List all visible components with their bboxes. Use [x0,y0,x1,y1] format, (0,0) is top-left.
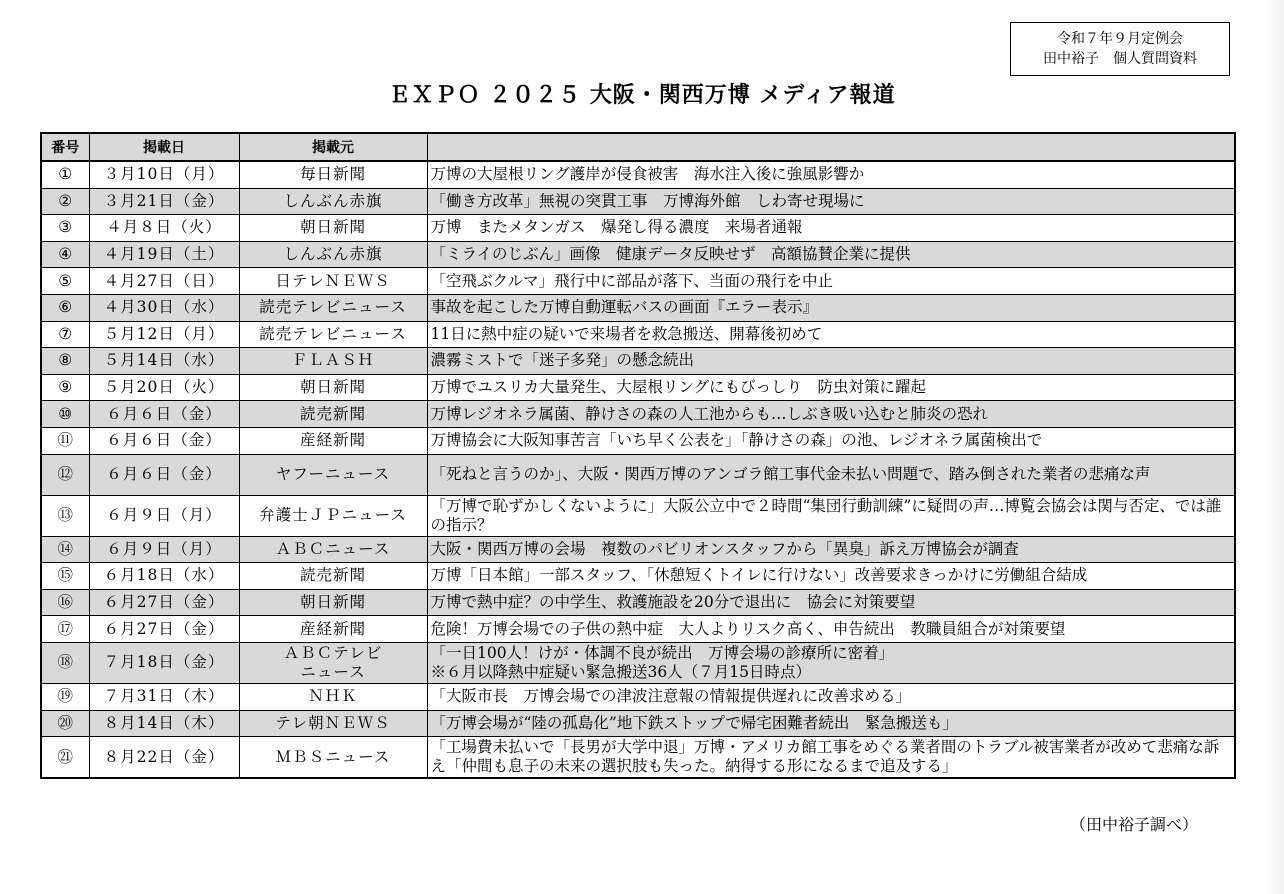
table-row [41,188,1235,215]
table-row [41,241,1235,268]
table-row [41,294,1235,321]
cell-number: ⑧ [41,348,89,375]
cell-source: 朝日新聞 [239,215,427,242]
cell-date: ５月12日（月） [89,321,239,348]
cell-headline: 大阪・関西万博の会場 複数のパビリオンスタッフから「異臭」訴え万博協会が調査 [427,536,1235,563]
cell-source: ＡＢＣニュース [239,536,427,563]
cell-number: ① [41,161,89,188]
cell-source-line: ニュース [300,662,366,681]
table-row [41,589,1235,616]
cell-source: 読売テレビニュース [239,321,427,348]
cell-headline: 万博協会に大阪知事苦言「いち早く公表を」「静けさの森」の池、レジオネラ属菌検出で [427,427,1235,454]
table-row [41,321,1235,348]
cell-number: ⑲ [41,683,89,710]
cell-number: ④ [41,241,89,268]
cell-date: ８月14日（木） [89,710,239,737]
cell-source: 産経新聞 [239,616,427,643]
cell-source: ＦＬＡＳＨ [239,348,427,375]
table-row [41,427,1235,454]
cell-headline: 万博レジオネラ属菌、静けさの森の人工池からも…しぶき吸い込むと肺炎の恐れ [427,401,1235,428]
cell-headline: 事故を起こした万博自動運転バスの画面『エラー表示』 [427,294,1235,321]
table-header-row [41,133,1235,161]
cell-source: しんぶん赤旗 [239,241,427,268]
table-row [41,616,1235,643]
table-row [41,563,1235,590]
page-edge-shadow [1266,0,1284,894]
cell-source: 弁護士ＪＰニュース [239,495,427,536]
cell-number: ⑩ [41,401,89,428]
cell-number: ⑰ [41,616,89,643]
cell-source: 読売新聞 [239,401,427,428]
cell-number: ⑳ [41,710,89,737]
table-row [41,215,1235,242]
cell-date: ３月21日（金） [89,188,239,215]
table-row [41,710,1235,737]
cell-number: ⑥ [41,294,89,321]
table-row [41,642,1235,683]
cell-headline: 万博 またメタンガス 爆発し得る濃度 来場者通報 [427,215,1235,242]
table-row [41,161,1235,188]
table-row [41,683,1235,710]
cell-date: ６月18日（水） [89,563,239,590]
header-source: 掲載元 [239,133,427,161]
cell-source: 読売テレビニュース [239,294,427,321]
table-row [41,454,1235,495]
meeting-info-line1: 令和７年９月定例会 [1057,31,1183,47]
cell-headline: 濃霧ミストで「迷子多発」の懸念続出 [427,348,1235,375]
cell-source: 日テレＮＥＷＳ [239,268,427,295]
cell-headline: 万博でユスリカ大量発生、大屋根リングにもびっしり 防虫対策に躍起 [427,374,1235,401]
cell-date: ６月27日（金） [89,589,239,616]
cell-headline: 「ミライのじぶん」画像 健康データ反映せず 高額協賛企業に提供 [427,241,1235,268]
cell-source: 読売新聞 [239,563,427,590]
cell-headline: 「働き方改革」無視の突貫工事 万博海外館 しわ寄せ現場に [427,188,1235,215]
cell-date: ３月10日（月） [89,161,239,188]
header-headline [427,133,1235,161]
cell-number: ⑯ [41,589,89,616]
cell-source: 毎日新聞 [239,161,427,188]
cell-headline: 危険！万博会場での子供の熱中症 大人よりリスク高く、申告続出 教職員組合が対策要望 [427,616,1235,643]
cell-headline: 「空飛ぶクルマ」飛行中に部品が落下、当面の飛行を中止 [427,268,1235,295]
cell-number: ⑨ [41,374,89,401]
table-row [41,268,1235,295]
cell-date: ６月６日（金） [89,427,239,454]
cell-date: ７月31日（木） [89,683,239,710]
cell-number: ⑫ [41,454,89,495]
cell-headline: 万博の大屋根リング護岸が侵食被害 海水注入後に強風影響か [427,161,1235,188]
cell-headline [427,642,1235,683]
cell-date: ４月27日（日） [89,268,239,295]
cell-source: ヤフーニュース [239,454,427,495]
table-row [41,495,1235,536]
footer-note: （田中裕子調べ） [1070,815,1199,834]
cell-date: ４月30日（水） [89,294,239,321]
cell-headline-line: ※６月以降熱中症疑い緊急搬送36人（７月15日時点） [430,662,811,681]
cell-headline-line: 「一日100人！けが・体調不良が続出 万博会場の診療所に密着」 [430,643,895,662]
header-date: 掲載日 [89,133,239,161]
cell-number: ⑱ [41,642,89,683]
document-title: ＥＸＰＯ ２０２５ 大阪・関西万博 メディア報道 [388,83,896,108]
cell-headline: 「大阪市長 万博会場での津波注意報の情報提供遅れに改善求める」 [427,683,1235,710]
cell-date: ５月14日（水） [89,348,239,375]
cell-date: ６月６日（金） [89,401,239,428]
cell-headline: 万博「日本館」一部スタッフ、「休憩短くトイレに行けない」改善要求きっかけに労働組合結成 [427,563,1235,590]
cell-date: ７月18日（金） [89,642,239,683]
media-report-table [40,132,1236,779]
cell-headline: 万博で熱中症？の中学生、救護施設を20分で退出に 協会に対策要望 [427,589,1235,616]
cell-source: 朝日新聞 [239,589,427,616]
cell-source: ＭＢＳニュース [239,737,427,779]
cell-date: ８月22日（金） [89,737,239,779]
meeting-info-box [1010,22,1230,76]
cell-number: ⑦ [41,321,89,348]
cell-source: 朝日新聞 [239,374,427,401]
cell-number: ② [41,188,89,215]
cell-number: ㉑ [41,737,89,779]
cell-headline: 「死ねと言うのか」、大阪・関西万博のアンゴラ館工事代金未払い問題で、踏み倒された業者の悲痛な声 [427,454,1235,495]
cell-date: ６月９日（月） [89,495,239,536]
cell-date: ４月８日（火） [89,215,239,242]
cell-date: ５月20日（火） [89,374,239,401]
cell-source: 産経新聞 [239,427,427,454]
cell-source [239,642,427,683]
cell-source: テレ朝ＮＥＷＳ [239,710,427,737]
table-row [41,737,1235,779]
cell-date: ６月27日（金） [89,616,239,643]
cell-date: ４月19日（土） [89,241,239,268]
meeting-info-line2: 田中裕子 個人質問資料 [1043,51,1197,67]
table-row [41,374,1235,401]
cell-date: ６月６日（金） [89,454,239,495]
cell-headline: 「万博会場が“陸の孤島化”地下鉄ストップで帰宅困難者続出 緊急搬送も」 [427,710,1235,737]
table-row [41,401,1235,428]
cell-number: ⑤ [41,268,89,295]
cell-number: ⑮ [41,563,89,590]
cell-number: ⑪ [41,427,89,454]
cell-number: ⑭ [41,536,89,563]
cell-headline: 「工場費未払いで「長男が大学中退」万博・アメリカ館工事をめぐる業者間のトラブル被害業者が改めて悲痛な訴え「仲間も息子の未来の選択肢も失った。納得する形になるまで追及する」 [427,737,1235,779]
table-row [41,536,1235,563]
cell-source: しんぶん赤旗 [239,188,427,215]
cell-number: ③ [41,215,89,242]
cell-number: ⑬ [41,495,89,536]
cell-source: ＮＨＫ [239,683,427,710]
header-number: 番号 [41,133,89,161]
table-body [41,161,1235,778]
cell-date: ６月９日（月） [89,536,239,563]
cell-headline: 「万博で恥ずかしくないように」大阪公立中で２時間“集団行動訓練”に疑問の声…博覧会協会は関与否定、では誰の指示？ [427,495,1235,536]
table-row [41,348,1235,375]
cell-source-line: ＡＢＣテレビ [283,643,383,662]
cell-headline: 11日に熱中症の疑いで来場者を救急搬送、開幕後初めて [427,321,1235,348]
